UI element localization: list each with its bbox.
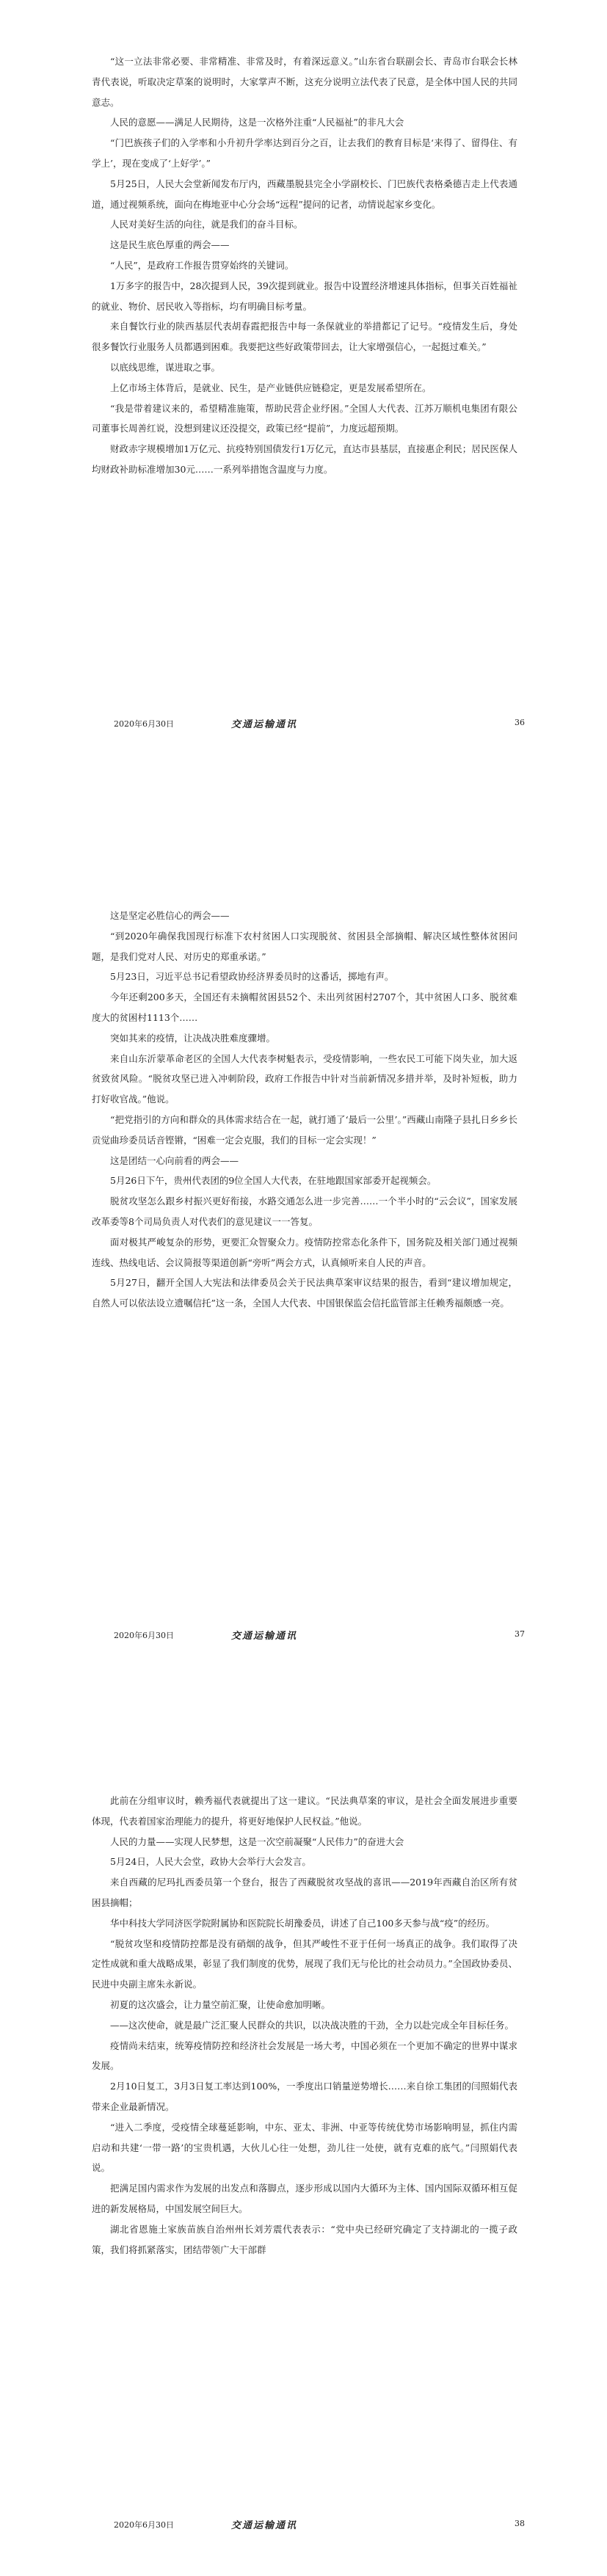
paragraph: “到2020年确保我国现行标准下农村贫困人口实现脱贫、贫困县全部摘帽、解决区域性整体贫困问题，是我们党对人民、对历史的郑重承诺。” bbox=[92, 930, 517, 962]
paragraph: 这是民生底色厚重的两会—— bbox=[110, 239, 230, 251]
footer-magazine-name: 交通运输通讯 bbox=[231, 2520, 298, 2531]
paragraph: “人民”，是政府工作报告贯穿始终的关键词。 bbox=[110, 259, 294, 271]
page-footer bbox=[114, 718, 525, 732]
page-number: 38 bbox=[515, 2519, 525, 2528]
paragraph: 5月26日下午，贵州代表团的9位全国人大代表，在驻地跟国家部委开起视频会。 bbox=[110, 1175, 437, 1187]
paragraph: “我是带着建议来的，希望精准施策，帮助民营企业纾困。”全国人大代表、江苏万顺机电集团有限公司董事长周善红说，没想到建议还没提交，政策已经“提前”，力度远超预期。 bbox=[92, 402, 517, 434]
paragraph: 今年还剩200多天，全国还有未摘帽贫困县52个、未出列贫困村2707个，其中贫困人口多、脱贫难度大的贫困村1113个…… bbox=[92, 992, 517, 1023]
paragraph: 人民的意愿——满足人民期待，这是一次格外注重“人民福祉”的非凡大会 bbox=[110, 117, 404, 128]
paragraph: 1万多字的报告中，28次提到人民，39次提到就业。报告中设置经济增速具体指标，但事关百姓福祉的就业、物价、居民收入等指标，均有明确目标考量。 bbox=[92, 280, 517, 312]
footer-date: 2020年6月30日 bbox=[114, 2520, 174, 2530]
paragraph: “脱贫攻坚和疫情防控都是没有硝烟的战争，但其严峻性不亚于任何一场真正的战争。我们取得了决定性成就和重大战略成果，彰显了我们制度的优势，展现了我们无与伦比的社会动员力。”全国政协委员、民进中央副主席朱永新说。 bbox=[92, 1938, 517, 1990]
page-footer bbox=[114, 2519, 525, 2533]
page-body bbox=[92, 1791, 517, 2260]
paragraph: 来自山东沂蒙革命老区的全国人大代表李树魁表示，受疫情影响，一些农民工可能下岗失业，加大返贫致贫风险。“脱贫攻坚已进入冲刺阶段，政府工作报告中针对当前新情况多措并举，及时补短板，助力打好收官战。”他说。 bbox=[92, 1052, 517, 1105]
paragraph: 湖北省恩施土家族苗族自治州州长刘芳震代表表示：“党中央已经研究确定了支持湖北的一揽子政策，我们将抓紧落实，团结带领广大干部群 bbox=[92, 2223, 517, 2255]
paragraph: 5月24日，人民大会堂，政协大会举行大会发言。 bbox=[110, 1856, 311, 1868]
page-38 bbox=[0, 1717, 607, 2576]
paragraph: 把满足国内需求作为发展的出发点和落脚点，逐步形成以国内大循环为主体、国内国际双循环相互促进的新发展格局，中国发展空间巨大。 bbox=[92, 2183, 517, 2214]
paragraph: “把党指引的方向和群众的具体需求结合在一起，就打通了‘最后一公里’。”西藏山南隆子县扎日乡乡长贡觉曲珍委员话音铿锵，“困难一定会克服，我们的目标一定会实现！” bbox=[92, 1113, 517, 1146]
paragraph: ——这次使命，就是最广泛汇聚人民群众的共识，以决战决胜的干劲，全力以赴完成全年目标任务。 bbox=[110, 2019, 515, 2031]
paragraph: 华中科技大学同济医学院附属协和医院院长胡豫委员，讲述了自己100多天参与战“疫”的经历。 bbox=[110, 1917, 495, 1929]
page-36 bbox=[0, 0, 607, 859]
footer-date: 2020年6月30日 bbox=[114, 1631, 174, 1640]
page-footer bbox=[114, 1629, 525, 1644]
paragraph: 此前在分组审议时，赖秀福代表就提出了这一建议。“民法典草案的审议，是社会全面发展进步重要体现，代表着国家治理能力的提升，将更好地保护人民权益。”他说。 bbox=[92, 1795, 517, 1827]
paragraph: 这是团结一心向前看的两会—— bbox=[110, 1154, 239, 1166]
page-body bbox=[92, 906, 517, 1314]
paragraph: 人民对美好生活的向往，就是我们的奋斗目标。 bbox=[110, 219, 303, 230]
page-number: 36 bbox=[515, 718, 525, 727]
paragraph: 来自西藏的尼玛扎西委员第一个登台，报告了西藏脱贫攻坚战的喜讯——2019年西藏自治区所有贫困县摘帽； bbox=[92, 1877, 517, 1908]
paragraph: 来自餐饮行业的陕西基层代表胡春霞把报告中每一条保就业的举措都记了记号。“疫情发生后，身处很多餐饮行业服务人员都遇到困难。我要把这些好政策带回去，让大家增强信心，一起挺过难关。” bbox=[92, 321, 517, 353]
paragraph: “门巴族孩子们的入学率和小升初升学率达到百分之百，让去我们的教育目标是‘来得了、留得住、有学上’，现在变成了‘上好学’。” bbox=[92, 137, 517, 169]
paragraph: 2月10日复工，3月3日复工率达到100%，一季度出口销量逆势增长……来自徐工集团的闫照娟代表带来企业最新情况。 bbox=[92, 2081, 517, 2112]
paragraph: 脱贫攻坚怎么跟乡村振兴更好衔接，水路交通怎么进一步完善……一个半小时的“云会议”，国家发展改革委等8个司局负责人对代表们的意见建议一一答复。 bbox=[92, 1196, 517, 1227]
paragraph: 人民的力量——实现人民梦想，这是一次空前凝聚“人民伟力”的奋进大会 bbox=[110, 1835, 404, 1847]
page-37 bbox=[0, 859, 607, 1717]
paragraph: 5月27日，翻开全国人大宪法和法律委员会关于民法典草案审议结果的报告，看到“建议增加规定，自然人可以依法设立遗嘱信托”这一条，全国人大代表、中国银保监会信托监管部主任赖秀福颇感一亮。 bbox=[92, 1277, 517, 1309]
page-number: 37 bbox=[515, 1629, 525, 1639]
footer-magazine-name: 交通运输通讯 bbox=[231, 1631, 298, 1642]
footer-magazine-name: 交通运输通讯 bbox=[231, 719, 298, 730]
paragraph: 初夏的这次盛会，让力量空前汇聚，让使命愈加明晰。 bbox=[110, 1998, 331, 2010]
paragraph: 5月23日，习近平总书记看望政协经济界委员时的这番话，掷地有声。 bbox=[110, 971, 394, 983]
paragraph: 财政赤字规模增加1万亿元、抗疫特别国债发行1万亿元，直达市县基层，直接惠企利民；居民医保人均财政补助标准增加30元……一系列举措饱含温度与力度。 bbox=[92, 443, 517, 475]
paragraph: 这是坚定必胜信心的两会—— bbox=[110, 910, 230, 921]
paragraph: 上亿市场主体背后，是就业、民生，是产业链供应链稳定，更是发展希望所在。 bbox=[110, 382, 432, 393]
paragraph: 疫情尚未结束，统筹疫情防控和经济社会发展是一场大考，中国必须在一个更加不确定的世界中谋求发展。 bbox=[92, 2040, 517, 2072]
footer-date: 2020年6月30日 bbox=[114, 719, 174, 729]
paragraph: 5月25日，人民大会堂新闻发布厅内，西藏墨脱县完全小学副校长、门巴族代表格桑德吉走上代表通道，通过视频系统，面向在梅地亚中心分会场“远程”提问的记者，动情说起家乡变化。 bbox=[92, 178, 517, 210]
paragraph: “这一立法非常必要、非常精准、非常及时，有着深远意义。”山东省台联副会长、青岛市台联会长林青代表说，听取决定草案的说明时，大家掌声不断，这充分说明立法代表了民意，是全体中国人民的共同意志。 bbox=[92, 56, 517, 108]
paragraph: 面对极其严峻复杂的形势，更要汇众智聚众力。疫情防控常态化条件下，国务院及相关部门通过视频连线、热线电话、会议简报等渠道创新“旁听”两会方式，认真倾听来自人民的声音。 bbox=[92, 1236, 517, 1268]
paragraph: “进入二季度，受疫情全球蔓延影响，中东、亚太、非洲、中亚等传统优势市场影响明显，抓住内需启动和共建‘一带一路’的宝贵机遇，大伙儿心往一处想，劲儿往一处使，就有克难的底气。”闫照娟代表说。 bbox=[92, 2121, 517, 2174]
page-body bbox=[92, 51, 517, 480]
paragraph: 突如其来的疫情，让决战决胜难度骤增。 bbox=[110, 1032, 276, 1044]
paragraph: 以底线思维，谋进取之事。 bbox=[110, 361, 221, 373]
